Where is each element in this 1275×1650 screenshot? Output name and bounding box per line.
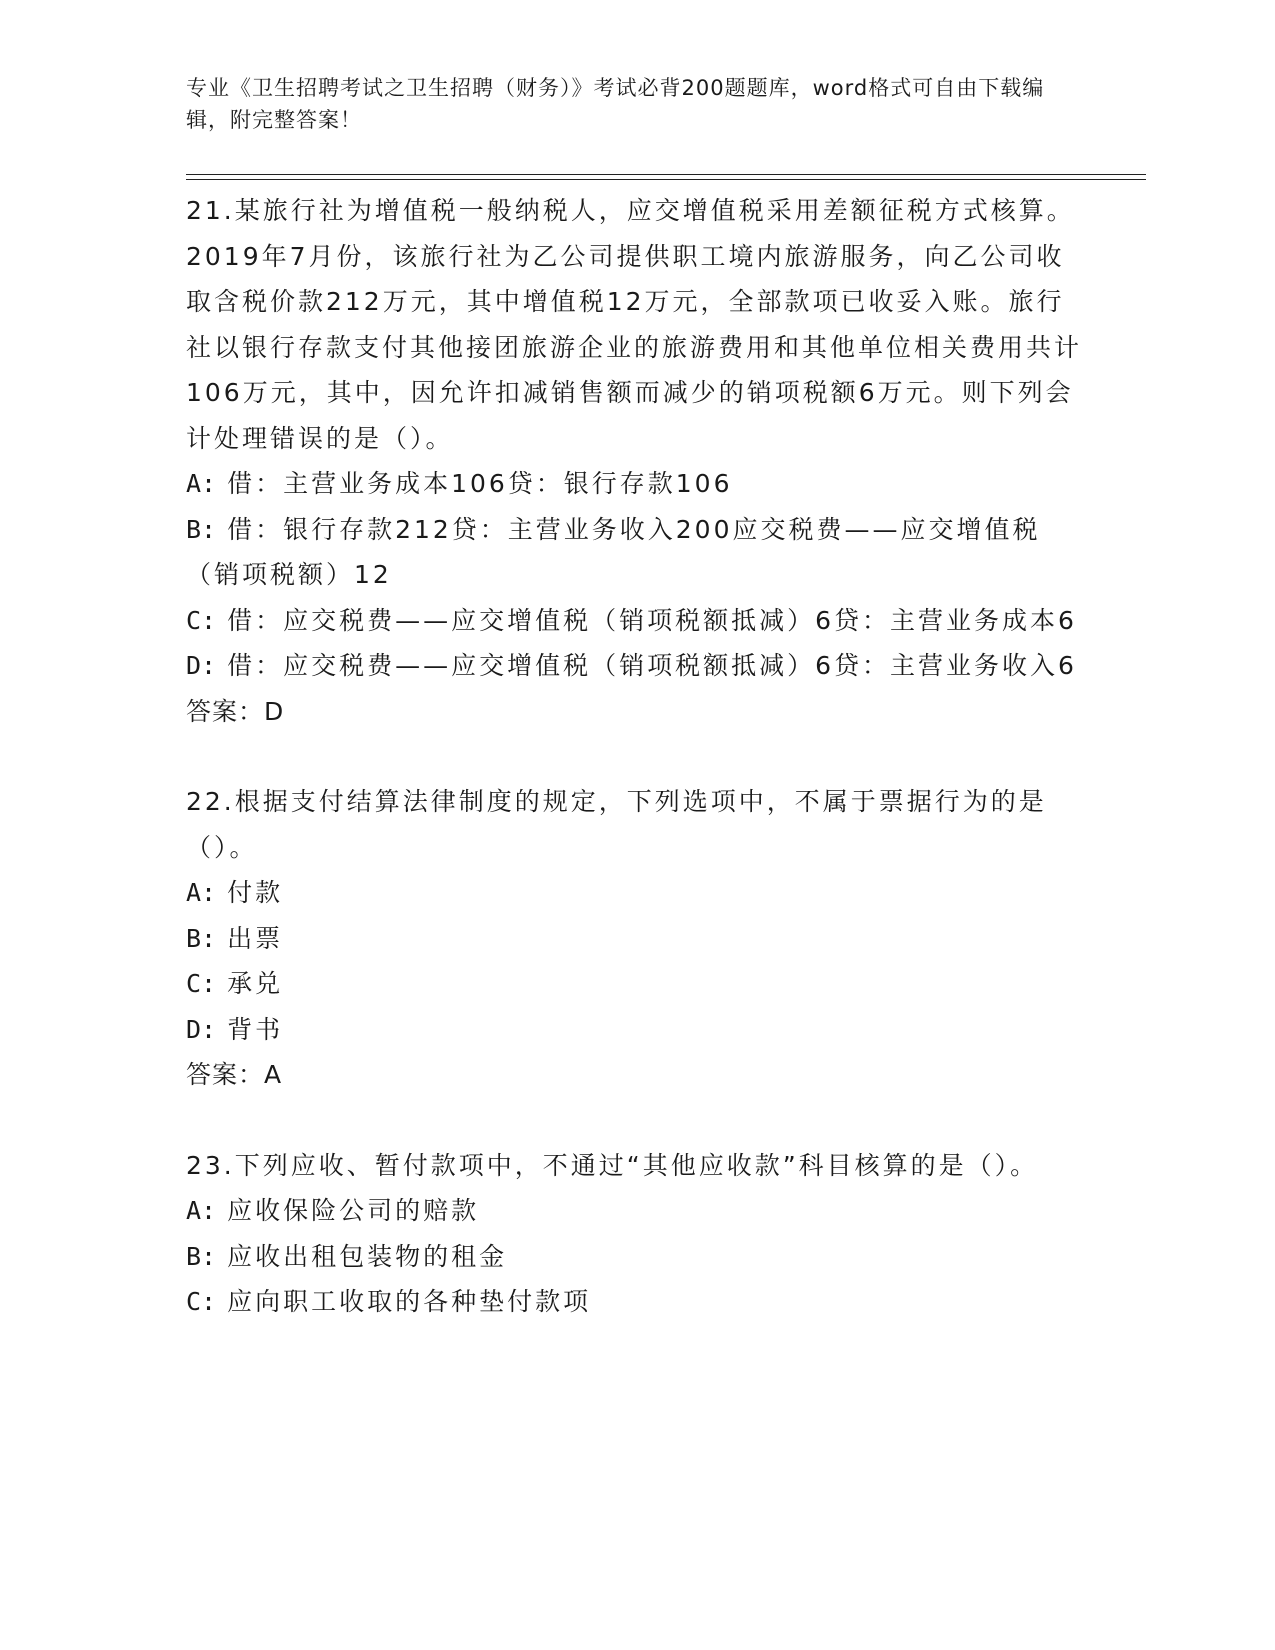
option-text: 借：银行存款212贷：主营业务收入200应交税费——应交增值税（销项税额）12	[186, 514, 1041, 589]
option-label: B:	[186, 514, 217, 544]
option-label: B:	[186, 1241, 217, 1271]
option-text: 应收出租包装物的租金	[227, 1241, 508, 1271]
option-text: 背书	[227, 1014, 284, 1044]
question-text: 23.下列应收、暂付款项中，不通过“其他应收款”科目核算的是（）。	[186, 1150, 1039, 1180]
option-text: 应收保险公司的赔款	[227, 1196, 480, 1225]
document-header: 专业《卫生招聘考试之卫生招聘（财务）》考试必背200题题库，word格式可自由下载编辑，附完整答案！	[186, 76, 1045, 132]
option-b	[186, 916, 1086, 962]
option-label: C:	[186, 969, 217, 998]
option-a	[186, 461, 1086, 507]
question-23	[186, 1143, 1086, 1325]
option-b	[186, 507, 1086, 598]
option-text: 借：应交税费——应交增值税（销项税额抵减）6贷：主营业务收入6	[227, 651, 1077, 680]
option-text: 借：应交税费——应交增值税（销项税额抵减）6贷：主营业务成本6	[227, 605, 1077, 635]
option-d	[186, 1007, 1086, 1053]
answer: 答案：A	[186, 1060, 283, 1089]
option-text: 借：主营业务成本106贷：银行存款106	[227, 469, 733, 498]
option-c	[186, 961, 1086, 1007]
question-21	[186, 188, 1086, 734]
question-text: 21.某旅行社为增值税一般纳税人，应交增值税采用差额征税方式核算。2019年7月份，该旅行社为乙公司提供职工境内旅游服务，向乙公司收取含税价款212万元，其中增值税12万元，全部款项已收妥入账。旅行社以银行存款支付其他接团旅游企业的旅游费用和其他单位相关费用共计106万元，其中，因允许扣减销售额而减少的销项税额6万元。则下列会计处理错误的是（）。	[186, 196, 1083, 453]
option-label: D:	[186, 1014, 217, 1044]
question-text: 22.根据支付结算法律制度的规定，下列选项中，不属于票据行为的是（）。	[186, 787, 1047, 862]
option-a	[186, 870, 1086, 916]
header-divider	[186, 174, 1146, 180]
option-label: D:	[186, 651, 217, 680]
option-b	[186, 1234, 1086, 1280]
option-label: A:	[186, 469, 217, 498]
option-text: 应向职工收取的各种垫付款项	[227, 1287, 592, 1316]
question-22	[186, 779, 1086, 1098]
option-label: C:	[186, 605, 217, 635]
option-text: 承兑	[227, 969, 284, 998]
question-list	[186, 188, 1086, 1370]
option-c	[186, 1279, 1086, 1325]
option-d	[186, 643, 1086, 689]
option-label: C:	[186, 1287, 217, 1316]
option-c	[186, 598, 1086, 644]
option-label: A:	[186, 878, 217, 907]
option-a	[186, 1188, 1086, 1234]
option-text: 付款	[227, 878, 284, 907]
option-label: B:	[186, 923, 217, 953]
answer: 答案：D	[186, 696, 285, 726]
option-text: 出票	[227, 923, 284, 953]
option-label: A:	[186, 1196, 217, 1225]
